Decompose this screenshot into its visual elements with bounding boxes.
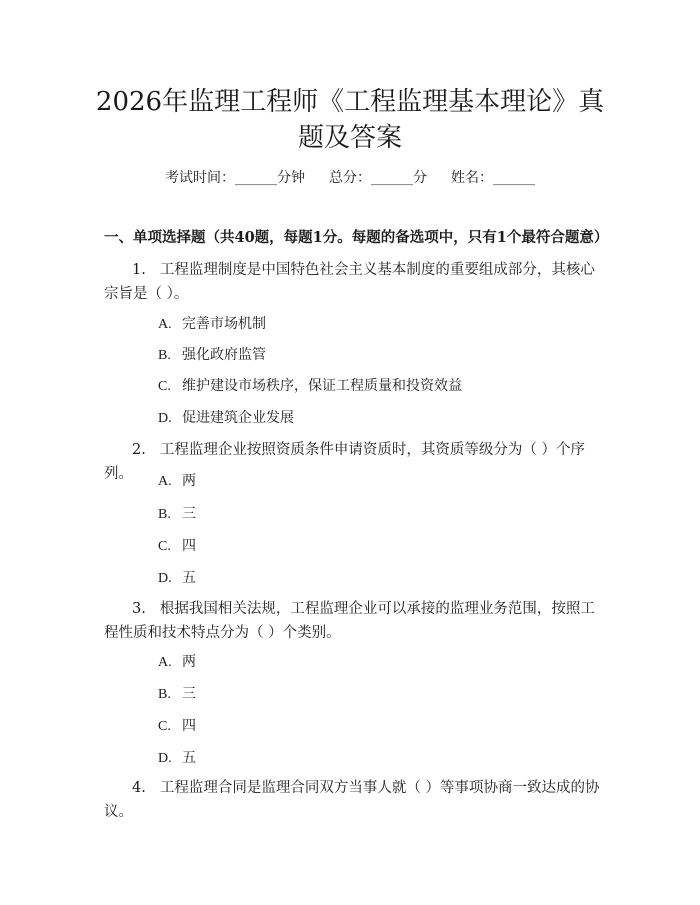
exam-info: [60, 168, 640, 188]
exam-title-line-1: 2026年监理工程师《工程监理基本理论》真: [95, 87, 605, 117]
option-text: 四: [182, 718, 196, 734]
question-3-option-c: [158, 716, 196, 737]
option-label: D.: [158, 411, 172, 426]
question-1-option-d: [158, 408, 294, 429]
option-label: D.: [158, 571, 172, 586]
option-text: 三: [182, 506, 196, 522]
question-number: 2.: [132, 442, 146, 458]
option-label: B.: [158, 507, 171, 522]
option-text: 维护建设市场秩序，保证工程质量和投资效益: [182, 378, 462, 394]
question-text: 根据我国相关法规，工程监理企业可以承接的监理业务范围，按照工程性质和技术特点分为（ ）个类别。: [104, 601, 595, 641]
question-2-option-d: [158, 568, 196, 589]
question-2-option-c: [158, 536, 196, 557]
question-text: 工程监理制度是中国特色社会主义基本制度的重要组成部分，其核心宗旨是（ ）。: [104, 262, 595, 302]
question-number: 3.: [132, 601, 146, 617]
question-text: 工程监理企业按照资质条件申请资质时，其资质等级分为（ ）个序列。: [104, 442, 585, 482]
question-3: [104, 597, 600, 645]
option-label: C.: [158, 379, 171, 394]
question-2-option-b: [158, 504, 196, 525]
question-1-option-a: [158, 314, 266, 335]
student-name-field: 姓名：______: [451, 170, 535, 186]
question-4: [104, 776, 600, 824]
option-text: 完善市场机制: [182, 316, 266, 332]
option-label: B.: [158, 687, 171, 702]
question-1-option-c: [158, 376, 462, 397]
option-text: 两: [182, 654, 196, 670]
exam-time-field: 考试时间：______分钟: [165, 170, 305, 186]
question-2-option-a: [158, 471, 196, 492]
option-label: A.: [158, 317, 172, 332]
question-3-option-b: [158, 684, 196, 705]
question-number: 1.: [132, 262, 146, 278]
question-3-option-d: [158, 748, 196, 769]
question-number: 4.: [132, 780, 146, 796]
option-label: A.: [158, 655, 172, 670]
question-1-option-b: [158, 345, 266, 366]
question-1: [104, 258, 600, 306]
question-text: 工程监理合同是监理合同双方当事人就（ ）等事项协商一致达成的协议。: [104, 780, 600, 820]
option-text: 五: [182, 750, 196, 766]
exam-title-line-2: 题及答案: [297, 123, 402, 153]
option-text: 促进建筑企业发展: [182, 410, 294, 426]
total-score-field: 总分：______分: [329, 170, 427, 186]
option-text: 三: [182, 686, 196, 702]
option-text: 四: [182, 538, 196, 554]
option-text: 强化政府监管: [182, 347, 266, 363]
option-label: C.: [158, 539, 171, 554]
option-label: D.: [158, 751, 172, 766]
section-heading: 一、单项选择题（共40题，每题1分。每题的备选项中，只有1个最符合题意）: [104, 229, 609, 246]
option-label: B.: [158, 348, 171, 363]
option-text: 五: [182, 570, 196, 586]
option-label: C.: [158, 719, 171, 734]
option-label: A.: [158, 474, 172, 489]
option-text: 两: [182, 473, 196, 489]
question-3-option-a: [158, 652, 196, 673]
